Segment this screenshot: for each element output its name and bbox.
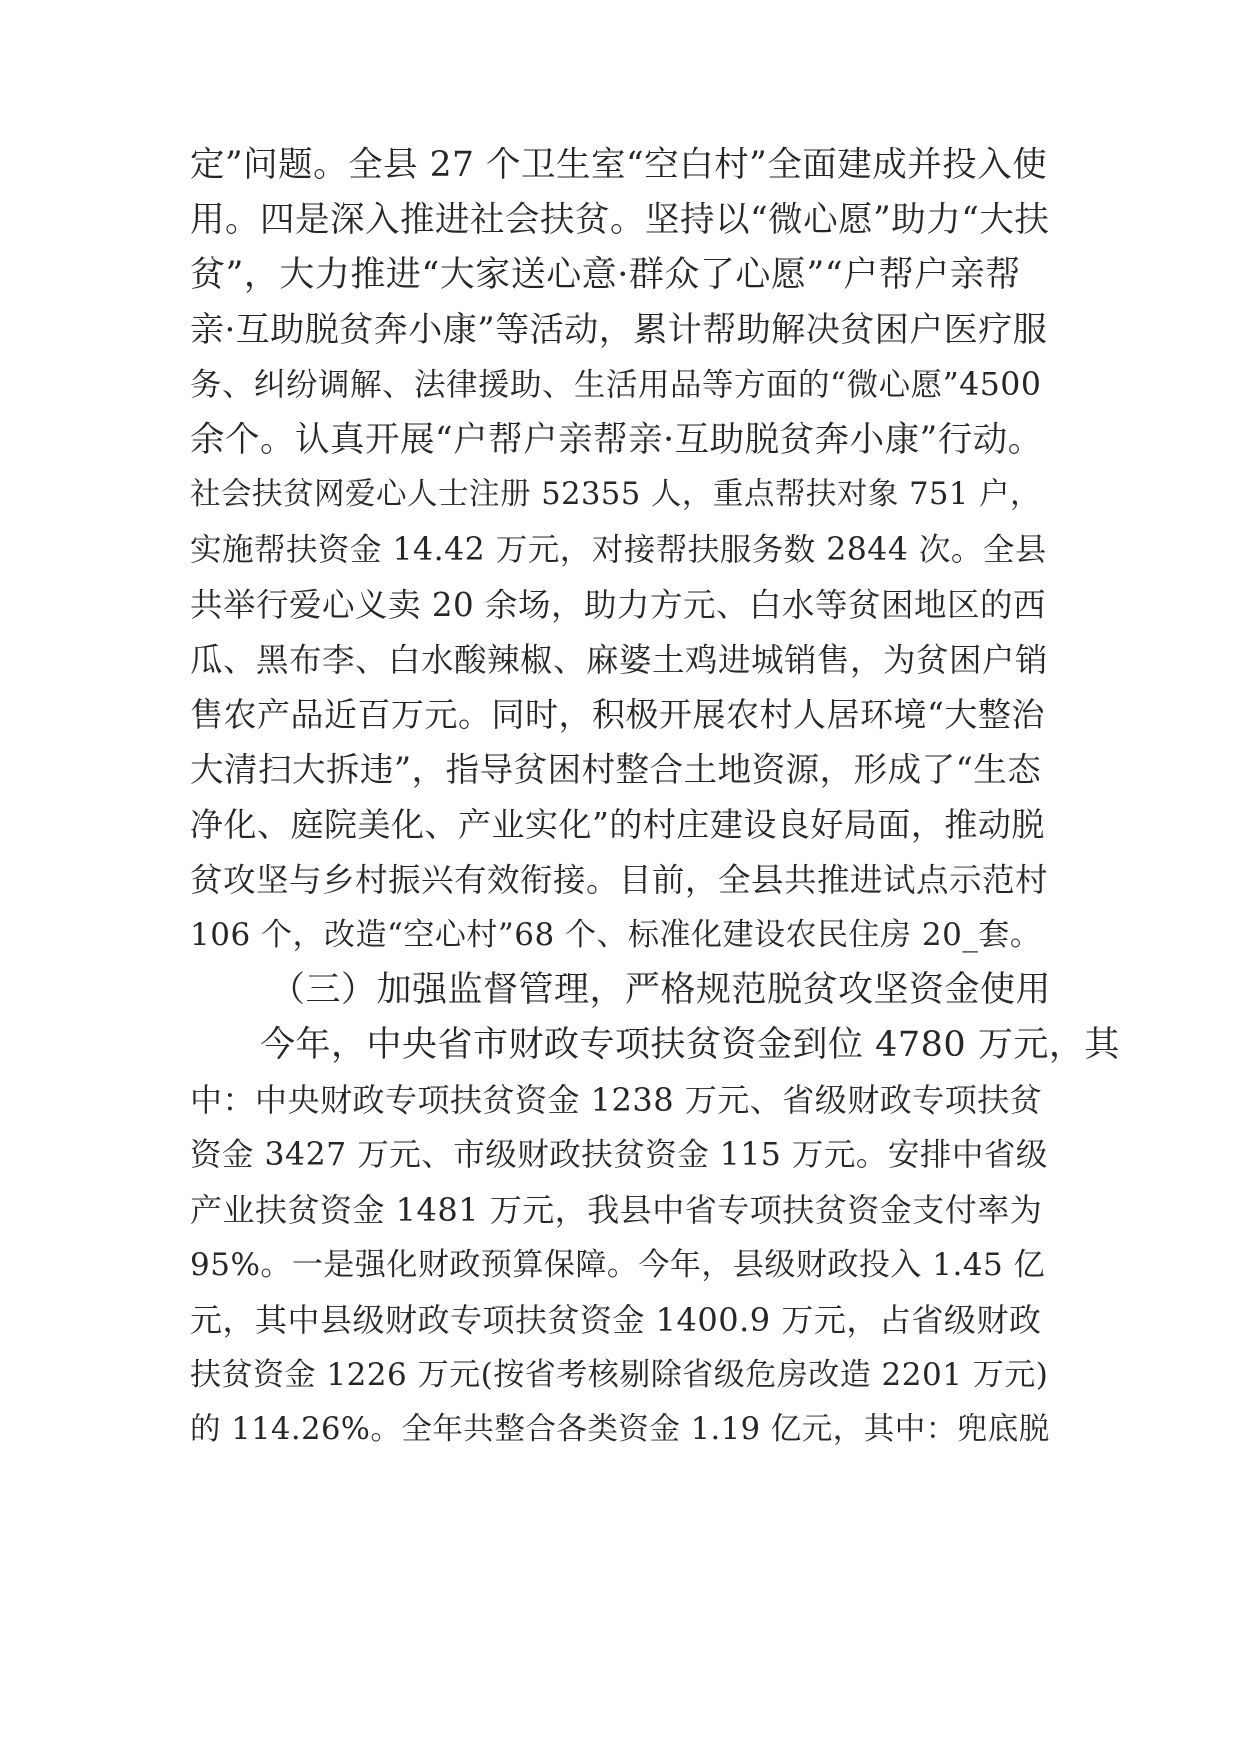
text-line: 扶贫资金 1226 万元(按省考核剔除省级危房改造 2201 万元) <box>190 1357 1049 1393</box>
text-line: 贫攻坚与乡村振兴有效衔接。目前，全县共推进试点示范村 <box>190 861 1049 899</box>
text-line: 务、纠纷调解、法律援助、生活用品等方面的“微心愿”4500 <box>190 367 1042 403</box>
text-line: 资金 3427 万元、市级财政扶贫资金 115 万元。安排中省级 <box>190 1137 1048 1173</box>
text-line: 大清扫大拆违”，指导贫困村整合土地资源，形成了“生态 <box>190 750 1042 789</box>
section-heading: （三）加强监督管理，严格规范脱贫攻坚资金使用 <box>270 970 1052 1010</box>
text-line: 社会扶贫网爱心人士注册 52355 人，重点帮扶对象 751 户， <box>190 477 1042 512</box>
text-line: 瓜、黑布李、白水酸辣椒、麻婆土鸡进城销售，为贫困户销 <box>190 641 1049 679</box>
text-line: 余个。认真开展“户帮户亲帮亲·互助脱贫奔小康”行动。 <box>190 420 1043 460</box>
text-line: 贫”，大力推进“大家送心意·群众了心愿”“户帮户亲帮 <box>190 255 1021 295</box>
text-line: 实施帮扶资金 14.42 万元，对接帮扶服务数 2844 次。全县 <box>190 532 1047 568</box>
text-line: 亲·互助脱贫奔小康”等活动，累计帮助解决贫困户医疗服 <box>190 310 1048 350</box>
text-line: 106 个，改造“空心村”68 个、标准化建设农民住房 20_套。 <box>190 917 1042 953</box>
text-line: 售农产品近百万元。同时，积极开展农村人居环境“大整治 <box>190 695 1045 734</box>
text-line: 共举行爱心义卖 20 余场，助力方元、白水等贫困地区的西 <box>190 586 1047 624</box>
text-line: 中：中央财政专项扶贫资金 1238 万元、省级财政专项扶贫 <box>190 1081 1043 1119</box>
text-line: 净化、庭院美化、产业实化”的村庄建设良好局面，推动脱 <box>190 805 1045 844</box>
text-line: 的 114.26%。全年共整合各类资金 1.19 亿元，其中：兜底脱 <box>190 1412 1050 1447</box>
text-line: 元，其中县级财政专项扶贫资金 1400.9 万元，占省级财政 <box>190 1301 1042 1339</box>
text-line: 定”问题。全县 27 个卫生室“空白村”全面建成并投入使 <box>190 145 1048 185</box>
paragraph-first-line: 今年，中央省市财政专项扶贫资金到位 4780 万元，其 <box>260 1025 1120 1065</box>
text-line: 95%。一是强化财政预算保障。今年，县级财政投入 1.45 亿 <box>190 1247 1046 1283</box>
text-line: 用。四是深入推进社会扶贫。坚持以“微心愿”助力“大扶 <box>190 200 1050 240</box>
text-line: 产业扶贫资金 1481 万元，我县中省专项扶贫资金支付率为 <box>190 1191 1043 1229</box>
